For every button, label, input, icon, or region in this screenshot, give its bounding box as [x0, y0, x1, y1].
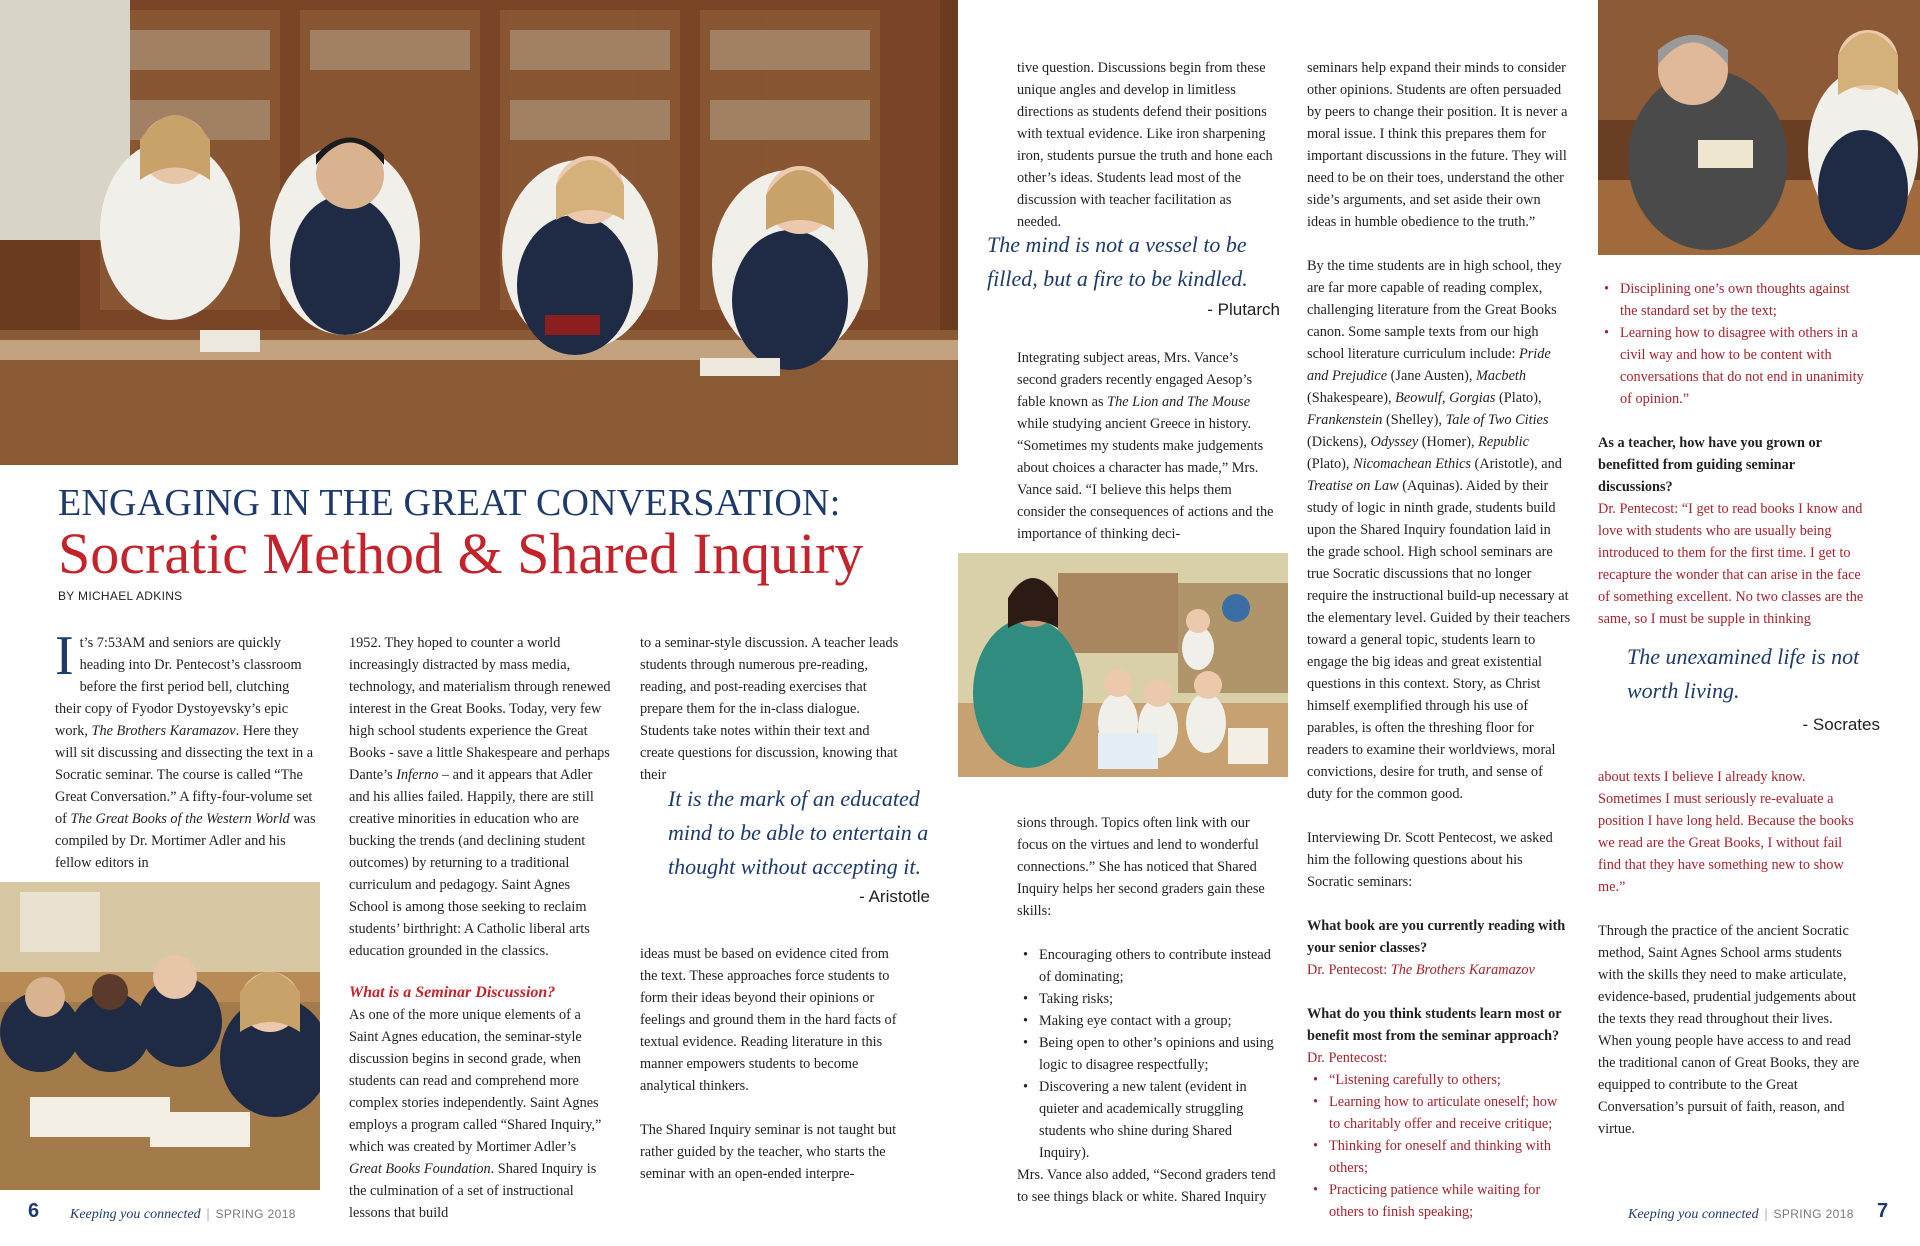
- column-2: [349, 632, 611, 1224]
- footer-divider: |: [206, 1207, 210, 1222]
- aristotle-attribution: - Aristotle: [859, 887, 930, 906]
- students-reading-photo: [0, 882, 320, 1190]
- paragraph: about texts I believe I already know. Sometimes I must seriously re-evaluate a position I have long held. Because the books we read are the Great Books, I without fail find that they have something new to show me.”: [1598, 769, 1854, 895]
- footer-divider: |: [1764, 1207, 1768, 1222]
- list-item: • “Listening carefully to others;: [1307, 1069, 1571, 1091]
- paragraph: tive question. Discussions begin from these unique angles and develop in limitless directions as students defend their positions with textual evidence. Like iron sharpening iron, students pursue the truth and hone each other’s ideas. Students lead most of the discussion with teacher facilitation as needed.: [1017, 60, 1273, 230]
- column-6-top: [1598, 278, 1866, 630]
- teacher-reading-photo: [1598, 0, 1920, 255]
- column-4-top: [1017, 57, 1279, 233]
- column-3-top: [640, 632, 902, 786]
- paragraph: Mrs. Vance also added, “Second graders tend to see things black or white. Shared Inquiry: [1017, 1167, 1276, 1205]
- closing-paragraph: Through the practice of the ancient Socratic method, Saint Agnes School arms students with the skills they need to make articulate, evidence-based, prudential judgements about the texts they read throughout their lives. When young people have access to and read the traditional canon of Great Books, they are equipped to contribute to the Great Conversation’s pursuit of faith, reason, and virtue.: [1598, 923, 1860, 1137]
- socrates-attribution: - Socrates: [1802, 715, 1880, 734]
- issue-season: SPRING 2018: [215, 1207, 296, 1221]
- paragraph: seminars help expand their minds to consider other opinions. Students are often persuaded by peers to change their position. It is never a moral issue. I think this prepares them for important discussions in the future. They will need to be on their toes, understand the other side’s arguments, and set aside their own ideas in humble obedience to the truth.”: [1307, 60, 1568, 230]
- byline: BY MICHAEL ADKINS: [58, 589, 183, 603]
- dropcap: I: [55, 625, 74, 687]
- paragraph: By the time students are in high school, they are far more capable of reading complex, challenging literature from the Great Books canon. Some sample texts from our high school literature curriculum include: Pride and Prejudice (Jane Austen), Macbeth (Shakespeare), Beowulf, Gorgias (Plato), Frankenstein (Shelley), Tale of Two Cities (Dickens), Odyssey (Homer), Republic (Plato), Nicomachean Ethics (Aristotle), and Treatise on Law (Aquinas). Aided by their study of logic in ninth grade, students build upon the Shared Inquiry foundation laid in the grade school. High school seminars are true Socratic discussions that no longer require the instructional build-up necessary at the elementary level. Guided by their teachers toward a general topic, students learn to engage the big ideas and great existential questions in this context. Story, as Christ himself exemplified through his use of parables, is often the threshing floor for readers to examine their worldviews, moral convictions, desire for truth, and sense of duty for the common good.: [1307, 258, 1571, 802]
- plutarch-quote: The mind is not a vessel to be filled, but a fire to be kindled.: [987, 232, 1248, 291]
- list-item: • Taking risks;: [1017, 988, 1279, 1010]
- footer-right: [1628, 1207, 1854, 1223]
- kicker: ENGAGING IN THE GREAT CONVERSATION:: [58, 482, 841, 524]
- second-grade-classroom-photo: [958, 553, 1288, 777]
- paragraph: Interviewing Dr. Scott Pentecost, we asked him the following questions about his Socratic seminars:: [1307, 830, 1553, 890]
- skills-list: [1017, 944, 1279, 1164]
- list-item: • Encouraging others to contribute instead of dominating;: [1017, 944, 1279, 988]
- aristotle-quote: It is the mark of an educated mind to be able to entertain a thought without accepting it.: [668, 786, 929, 879]
- list-item: • Learning how to articulate oneself; how to charitably offer and receive critique;: [1307, 1091, 1571, 1135]
- section-subheading: What is a Seminar Discussion?: [349, 984, 556, 1001]
- column-4-middle: [1017, 347, 1279, 545]
- list-item: • Discovering a new talent (evident in quieter and academically struggling students who shine during Shared Inquiry).: [1017, 1076, 1279, 1164]
- paragraph: 1952. They hoped to counter a world increasingly distracted by mass media, technology, and materialism through renewed interest in the Great Books. Today, very few high school students experience the Great Books - save a little Shakespeare and perhaps Dante’s Inferno – and it appears that Adler and his allies failed. Happily, there are still creative minorities in education who are bucking the trends (and declining student outcomes) by returning to a traditional curriculum and pedagogy. Saint Agnes School is among those seeking to reclaim students’ birthright: A Catholic liberal arts education grounded in the classics.: [349, 635, 611, 959]
- benefits-list-continued: [1598, 278, 1866, 410]
- benefits-list: [1307, 1069, 1571, 1223]
- list-item: • Thinking for oneself and thinking with others;: [1307, 1135, 1571, 1179]
- paragraph: sions through. Topics often link with our focus on the virtues and lend to wonderful connections.” She has noticed that Shared Inquiry helps her second graders gain these skills:: [1017, 815, 1265, 919]
- page-number-left: 6: [28, 1200, 40, 1222]
- students-seminar-photo: [0, 0, 958, 465]
- list-item: • Making eye contact with a group;: [1017, 1010, 1279, 1032]
- interview-question: What do you think students learn most or benefit most from the seminar approach? Dr. Pentecost:: [1307, 1006, 1562, 1066]
- interview-question: As a teacher, how have you grown or benefitted from guiding seminar discussions? Dr. Pentecost: “I get to read books I know and love with students who are usually being introduced to them for the first time. I get to recapture the wonder that can arise in the face of something excellent. No two classes are the same, so I must be supple in thinking: [1598, 435, 1864, 627]
- article-heading: [58, 483, 958, 603]
- publication-name: Keeping you connected: [70, 1207, 201, 1222]
- column-3-bottom: [640, 943, 902, 1185]
- paragraph: The Shared Inquiry seminar is not taught but rather guided by the teacher, who starts the seminar with an open-ended interpre-: [640, 1122, 897, 1182]
- footer-left: [70, 1207, 296, 1223]
- issue-season: SPRING 2018: [1773, 1207, 1854, 1221]
- plutarch-attribution: - Plutarch: [1207, 300, 1280, 319]
- intro-paragraph: It’s 7:53AM and seniors are quickly heading into Dr. Pentecost’s classroom before the first period bell, clutching their copy of Fyodor Dystoyevsky’s epic work, The Brothers Karamazov. Here they will sit discussing and dissecting the text in a Socratic seminar. The course is called “The Great Conversation.” A fifty-four-volume set of The Great Books of the Western World was compiled by Dr. Mortimer Adler and his fellow editors in: [55, 625, 316, 871]
- paragraph: Integrating subject areas, Mrs. Vance’s second graders recently engaged Aesop’s fable known as The Lion and The Mouse while studying ancient Greece in history. “Sometimes my students make judgements about choices a character has made,” Mrs. Vance said. “I believe this helps them consider the consequences of actions and the importance of thinking deci-: [1017, 350, 1274, 542]
- list-item: • Learning how to disagree with others in a civil way and how to be content with conversations that do not end in unanimity of opinion.”: [1598, 322, 1866, 410]
- list-item: • Practicing patience while waiting for others to finish speaking;: [1307, 1179, 1571, 1223]
- column-5: [1307, 57, 1571, 1223]
- column-6-bottom: [1598, 766, 1866, 1140]
- publication-name: Keeping you connected: [1628, 1207, 1759, 1222]
- headline: Socratic Method & Shared Inquiry: [58, 521, 864, 586]
- paragraph: As one of the more unique elements of a Saint Agnes education, the seminar-style discussion begins in second grade, when students can read and comprehend more complex stories independently. Saint Agnes employs a program called “Shared Inquiry,” which was created by Mortimer Adler’s Great Books Foundation. Shared Inquiry is the culmination of a set of instructional lessons that build: [349, 1007, 602, 1221]
- column-1: [55, 625, 318, 874]
- list-item: • Being open to other’s opinions and using logic to disagree respectfully;: [1017, 1032, 1279, 1076]
- socrates-quote: The unexamined life is not worth living.: [1627, 644, 1860, 703]
- paragraph: ideas must be based on evidence cited from the text. These approaches force students to form their ideas beyond their opinions or feelings and ground them in the hard facts of textual evidence. Reading literature in this manner empowers students to become analytical thinkers.: [640, 946, 897, 1094]
- paragraph: to a seminar-style discussion. A teacher leads students through numerous pre-reading, reading, and post-reading exercises that prepare them for the in-class dialogue. Students take notes within their text and create questions for discussion, knowing that their: [640, 635, 899, 783]
- column-4-bottom: [1017, 812, 1279, 1208]
- interview-question: What book are you currently reading with your senior classes? Dr. Pentecost: The Brothers Karamazov: [1307, 918, 1566, 978]
- list-item: • Disciplining one’s own thoughts against the standard set by the text;: [1598, 278, 1866, 322]
- page-number-right: 7: [1877, 1200, 1889, 1222]
